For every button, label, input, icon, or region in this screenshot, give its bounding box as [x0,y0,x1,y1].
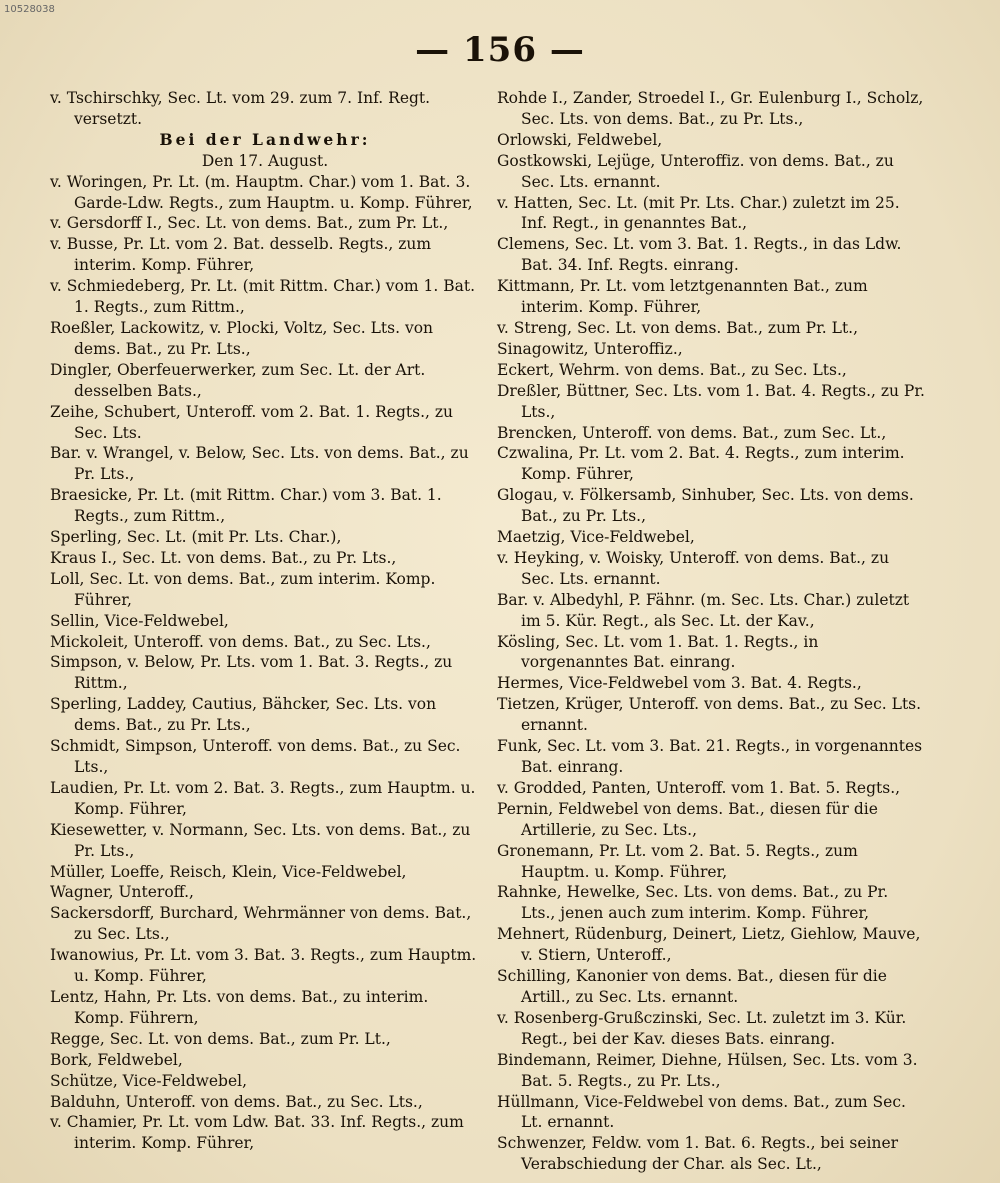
roster-entry: Sperling, Laddey, Cautius, Bähcker, Sec. Lts. von dems. Bat., zu Pr. Lts., [50,695,437,735]
roster-entry: v. Hatten, Sec. Lt. (mit Pr. Lts. Char.) zuletzt im 25. Inf. Regt., in genanntes Bat., [497,193,900,233]
roster-entry: Mehnert, Rüdenburg, Deinert, Lietz, Giehlow, Mauve, v. Stiern, Unteroff., [497,925,921,965]
roster-entry: Maetzig, Vice-Feldwebel, [497,528,695,547]
roster-entry: Laudien, Pr. Lt. vom 2. Bat. 3. Regts., zum Hauptm. u. Komp. Führer, [50,778,476,818]
roster-entry: Lentz, Hahn, Pr. Lts. von dems. Bat., zu interim. Komp. Führern, [50,987,429,1027]
roster-entry: Zeihe, Schubert, Unteroff. vom 2. Bat. 1. Regts., zu Sec. Lts. [50,402,453,442]
roster-entry: Kiesewetter, v. Normann, Sec. Lts. von dems. Bat., zu Pr. Lts., [50,820,471,860]
roster-entry: Müller, Loeffe, Reisch, Klein, Vice-Feldwebel, [50,862,407,881]
roster-entry: Pernin, Feldwebel von dems. Bat., diesen für die Artillerie, zu Sec. Lts., [497,799,878,839]
roster-entry: v. Chamier, Pr. Lt. vom Ldw. Bat. 33. Inf. Regts., zum interim. Komp. Führer, [50,1113,464,1153]
roster-entry: Rahnke, Hewelke, Sec. Lts. von dems. Bat., zu Pr. Lts., jenen auch zum interim. Komp. Führer, [497,883,889,923]
roster-entry: Funk, Sec. Lt. vom 3. Bat. 21. Regts., in vorgenanntes Bat. einrang. [497,737,923,776]
roster-entry: Sperling, Sec. Lt. (mit Pr. Lts. Char.), [50,528,342,547]
roster-entry: Kittmann, Pr. Lt. vom letztgenannten Bat., zum interim. Komp. Führer, [497,277,868,317]
roster-entry: v. Woringen, Pr. Lt. (m. Hauptm. Char.) vom 1. Bat. 3. Garde-Ldw. Regts., zum Hauptm. u. Komp. Führer, [50,172,473,212]
roster-entry: Regge, Sec. Lt. von dems. Bat., zum Pr. Lt., [50,1029,391,1048]
roster-entry: Bindemann, Reimer, Diehne, Hülsen, Sec. Lts. vom 3. Bat. 5. Regts., zu Pr. Lts., [497,1050,918,1090]
roster-entry: v. Tschirschky, Sec. Lt. vom 29. zum 7. Inf. Regt. versetzt. [50,89,431,128]
roster-entry: Schmidt, Simpson, Unteroff. von dems. Bat., zu Sec. Lts., [50,737,461,776]
roster-entry: Hermes, Vice-Feldwebel vom 3. Bat. 4. Regts., [497,674,862,693]
roster-entry: Mickoleit, Unteroff. von dems. Bat., zu Sec. Lts., [50,632,431,651]
roster-entry: Bar. v. Wrangel, v. Below, Sec. Lts. von dems. Bat., zu Pr. Lts., [50,444,469,484]
roster-entry: v. Grodded, Panten, Unteroff. vom 1. Bat. 5. Regts., [497,778,901,797]
roster-entry: Glogau, v. Fölkersamb, Sinhuber, Sec. Lts. von dems. Bat., zu Pr. Lts., [497,486,914,526]
roster-entry: Clemens, Sec. Lt. vom 3. Bat. 1. Regts., in das Ldw. Bat. 34. Inf. Regts. einrang. [497,235,902,275]
roster-entry: v. Rosenberg-Grußczinski, Sec. Lt. zuletzt im 3. Kür. Regt., bei der Kav. dieses Bats. einrang. [497,1008,907,1048]
roster-entry: Schütze, Vice-Feldwebel, [50,1071,248,1090]
roster-entry: Iwanowius, Pr. Lt. vom 3. Bat. 3. Regts., zum Hauptm. u. Komp. Führer, [50,946,477,986]
roster-entry: v. Gersdorff I., Sec. Lt. von dems. Bat., zum Pr. Lt., [50,214,449,233]
roster-entry: v. Streng, Sec. Lt. von dems. Bat., zum Pr. Lt., [497,318,859,337]
roster-entry: Schwenzer, Feldw. vom 1. Bat. 6. Regts., bei seiner Verabschiedung der Char. als Sec. Lt., [497,1134,899,1174]
roster-entry: Czwalina, Pr. Lt. vom 2. Bat. 4. Regts., zum interim. Komp. Führer, [497,444,905,484]
roster-entry: Tietzen, Krüger, Unteroff. von dems. Bat., zu Sec. Lts. ernannt. [497,695,922,735]
roster-entry: Orlowski, Feldwebel, [497,130,663,149]
roster-entry: Hüllmann, Vice-Feldwebel von dems. Bat., zum Sec. Lt. ernannt. [497,1092,906,1132]
roster-entry: Braesicke, Pr. Lt. (mit Rittm. Char.) vom 3. Bat. 1. Regts., zum Rittm., [50,486,442,526]
roster-entry: v. Schmiedeberg, Pr. Lt. (mit Rittm. Char.) vom 1. Bat. 1. Regts., zum Rittm., [50,277,476,317]
roster-entry: Loll, Sec. Lt. von dems. Bat., zum interim. Komp. Führer, [50,569,436,609]
left-column [50,88,480,1154]
roster-entry: Dreßler, Büttner, Sec. Lts. vom 1. Bat. 4. Regts., zu Pr. Lts., [497,381,925,421]
roster-entry: Kraus I., Sec. Lt. von dems. Bat., zu Pr. Lts., [50,548,397,567]
roster-entry: Bar. v. Albedyhl, P. Fähnr. (m. Sec. Lts. Char.) zuletzt im 5. Kür. Regt., als Sec. Lt. der Kav., [497,590,910,630]
page-number: — 156 — [415,30,585,70]
date-heading: Den 17. August. [201,151,329,170]
right-column [497,88,927,1175]
roster-entry: Roeßler, Lackowitz, v. Plocki, Voltz, Sec. Lts. von dems. Bat., zu Pr. Lts., [50,318,434,358]
roster-entry: Bork, Feldwebel, [50,1050,183,1069]
roster-entry: Kösling, Sec. Lt. vom 1. Bat. 1. Regts., in vorgenanntes Bat. einrang. [497,632,819,672]
roster-entry: v. Heyking, v. Woisky, Unteroff. von dems. Bat., zu Sec. Lts. ernannt. [497,548,890,588]
roster-entry: Eckert, Wehrm. von dems. Bat., zu Sec. Lts., [497,360,847,379]
roster-entry: Schilling, Kanonier von dems. Bat., diesen für die Artill., zu Sec. Lts. ernannt. [497,967,887,1006]
roster-entry: Gronemann, Pr. Lt. vom 2. Bat. 5. Regts., zum Hauptm. u. Komp. Führer, [497,841,858,881]
roster-entry: Brencken, Unteroff. von dems. Bat., zum Sec. Lt., [497,423,887,442]
catalog-id: 10528038 [4,4,55,15]
roster-entry: Sackersdorff, Burchard, Wehrmänner von dems. Bat., zu Sec. Lts., [50,904,472,944]
roster-entry: Sinagowitz, Unteroffiz., [497,339,683,358]
roster-entry: Dingler, Oberfeuerwerker, zum Sec. Lt. der Art. desselben Bats., [50,360,426,400]
roster-entry: v. Busse, Pr. Lt. vom 2. Bat. desselb. Regts., zum interim. Komp. Führer, [50,235,432,275]
roster-entry: Simpson, v. Below, Pr. Lts. vom 1. Bat. 3. Regts., zu Rittm., [50,653,453,693]
roster-entry: Sellin, Vice-Feldwebel, [50,611,229,630]
roster-entry: Rohde I., Zander, Stroedel I., Gr. Eulenburg I., Scholz, Sec. Lts. von dems. Bat., zu Pr. Lts., [497,89,924,128]
roster-entry: Gostkowski, Lejüge, Unteroffiz. von dems. Bat., zu Sec. Lts. ernannt. [497,151,894,191]
roster-entry: Wagner, Unteroff., [50,883,194,902]
section-heading: Bei der Landwehr: [159,129,371,149]
roster-entry: Balduhn, Unteroff. von dems. Bat., zu Sec. Lts., [50,1092,423,1111]
